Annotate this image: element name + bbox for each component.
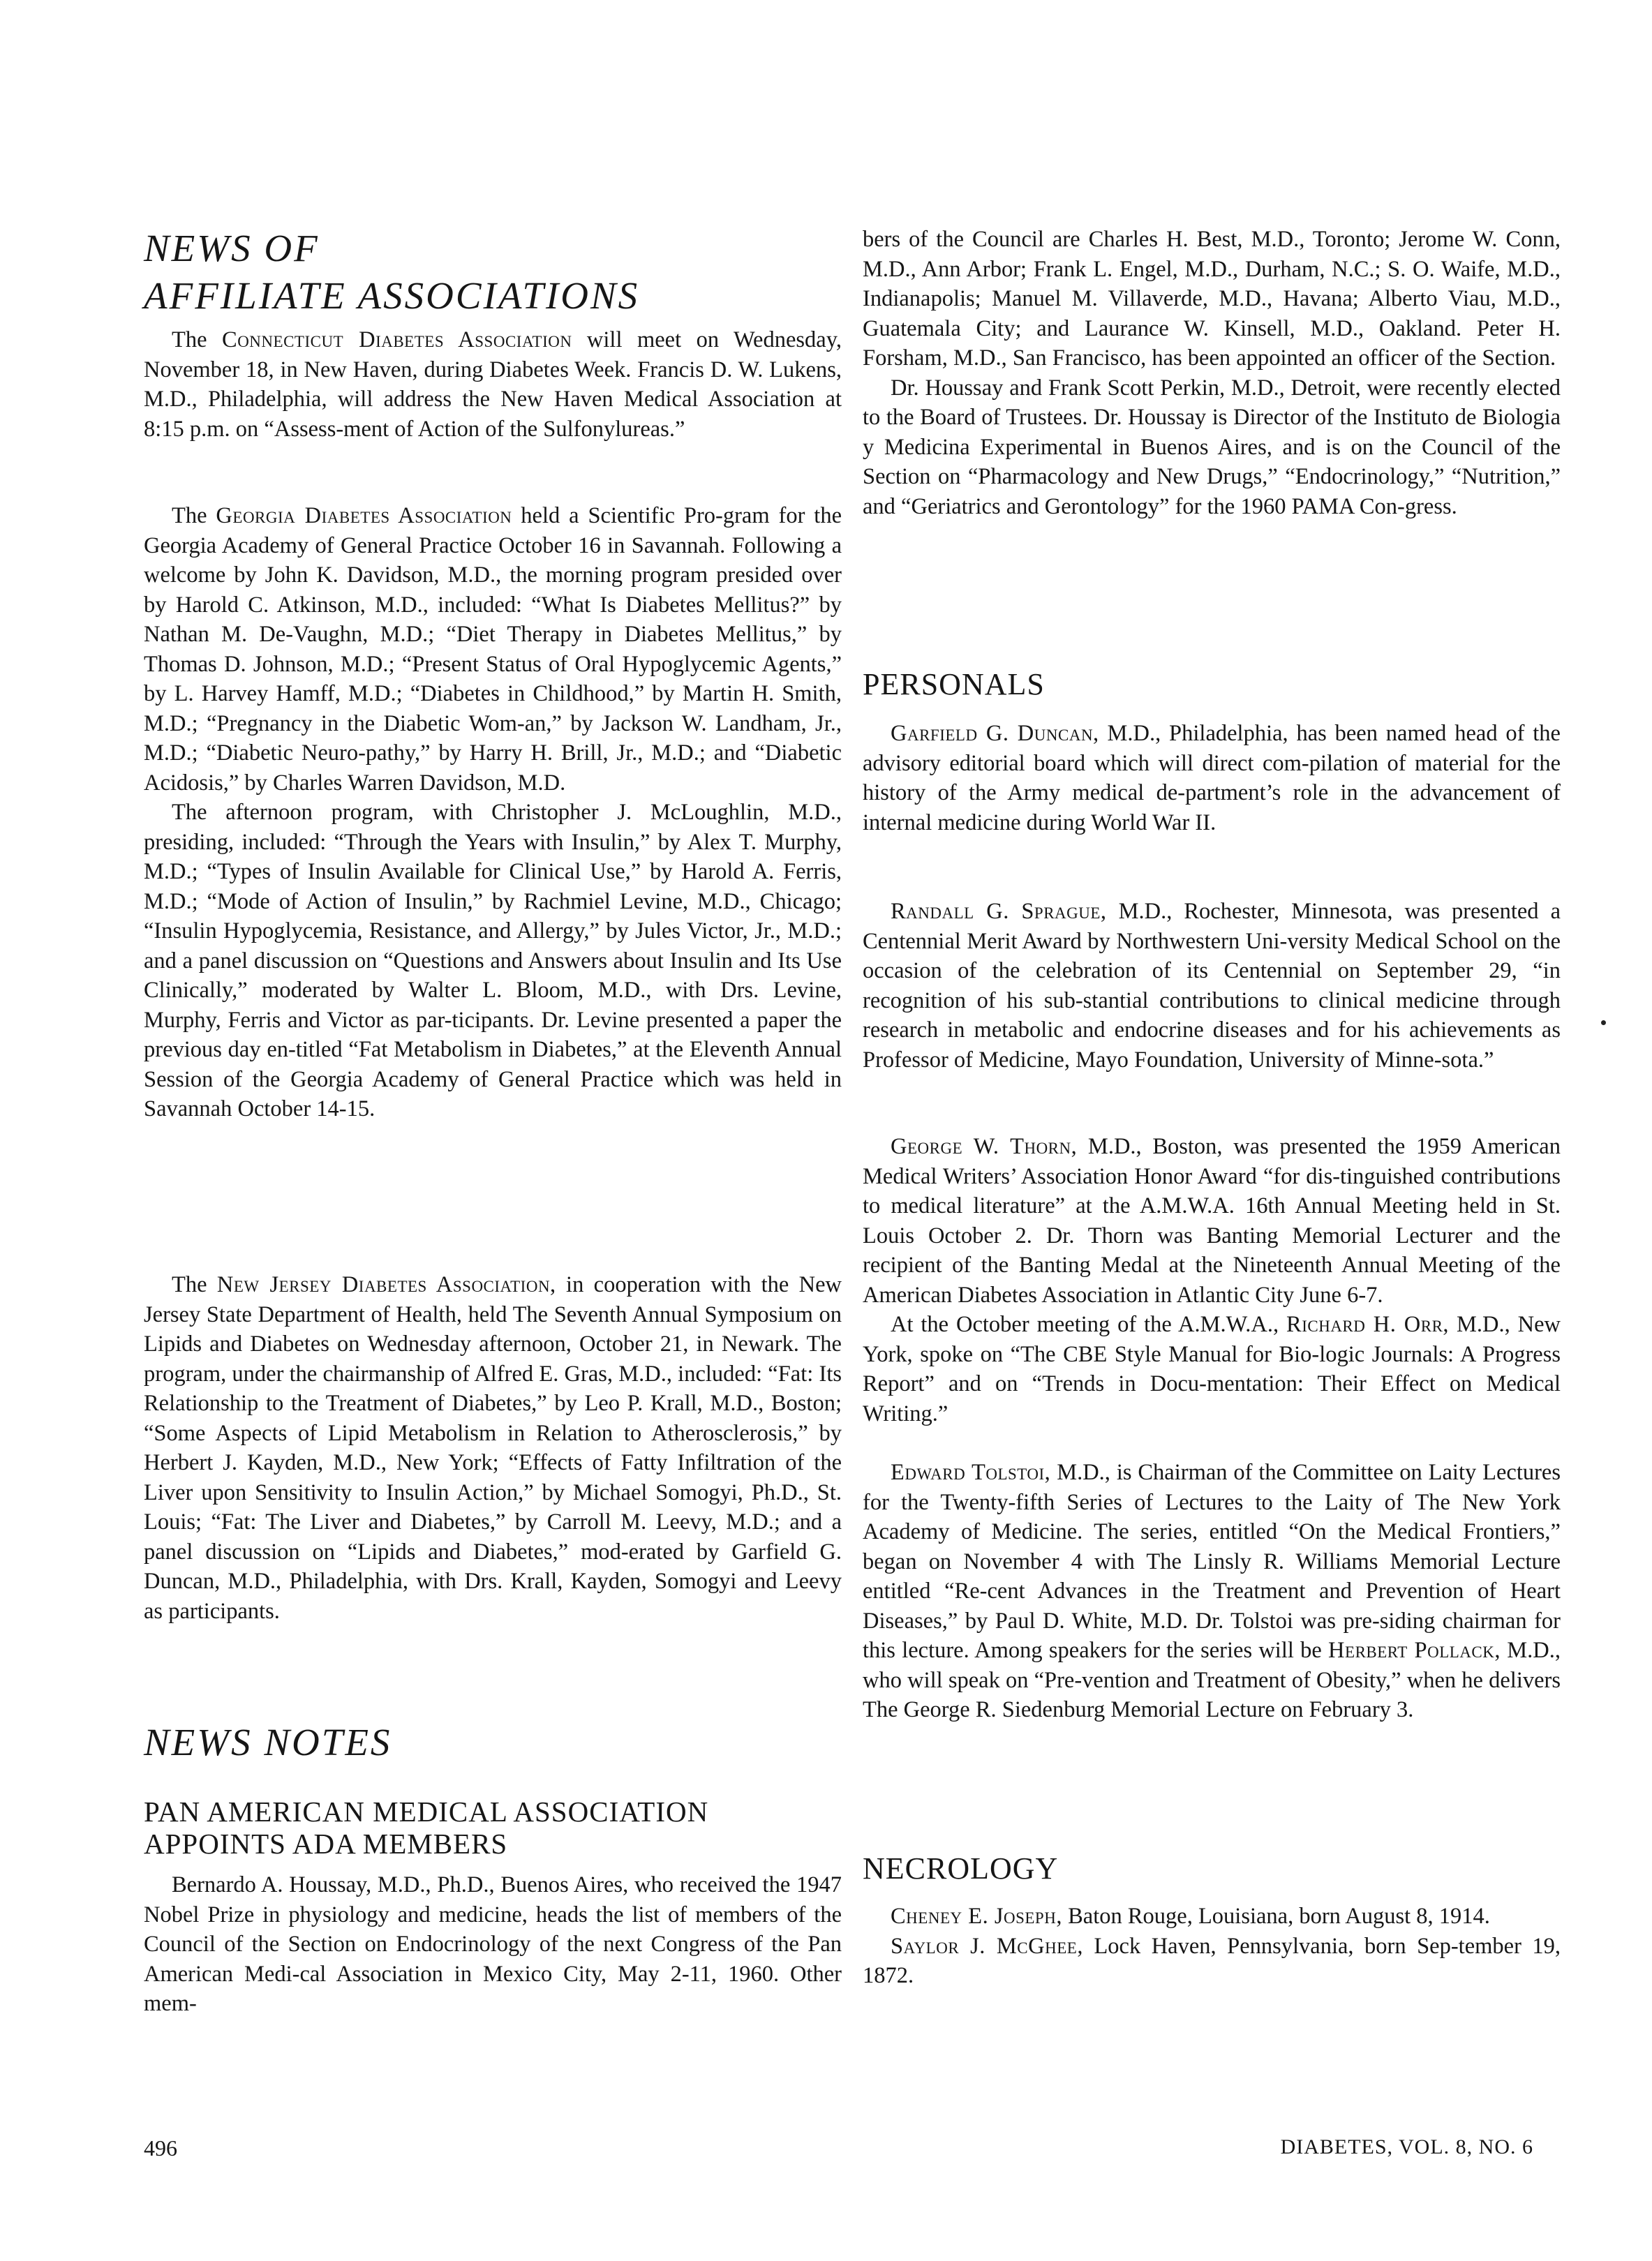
- running-footer-journal: DIABETES, VOL. 8, NO. 6: [1280, 2135, 1533, 2158]
- thorn-paragraph: [863, 1132, 1561, 1310]
- sprague-text: M.D., Rochester, Minnesota, was presented a Centennial Merit Award by Northwestern Uni-versity Medical School on the occasion of the celebration of its Centennial on September 29, “in recognition of his sub-stantial contributions to clinical medicine through research in metabolic and endocrine diseases and for his achievements as Professor of Medicine, Mayo Foundation, University of Minne-sota.”: [863, 899, 1561, 1073]
- duncan-text: M.D., Philadelphia, has been named head of the advisory editorial board which will direct com-pilation of material for the history of the Army medical de-partment’s role in the advancement of internal medicine during World War II.: [863, 721, 1561, 835]
- orr-lead: At the October meeting of the A.M.W.A.,: [891, 1312, 1287, 1337]
- sprague-paragraph: [863, 897, 1561, 1075]
- sprague-item: [863, 897, 1561, 1075]
- personals-title: PERSONALS: [863, 667, 1045, 701]
- orr-paragraph: [863, 1310, 1561, 1428]
- necrology-text: Baton Rouge, Louisiana, born August 8, 1914.: [1062, 1904, 1490, 1929]
- pama-item: [144, 1870, 842, 2019]
- person-name: Herbert Pollack,: [1328, 1638, 1501, 1663]
- page-number: 496: [144, 2135, 177, 2161]
- new-jersey-lead: The: [172, 1272, 217, 1297]
- new-jersey-paragraph: [144, 1270, 842, 1626]
- houssay-paragraph: Dr. Houssay and Frank Scott Perkin, M.D., Detroit, were recently elected to the Board of Trustees. Dr. Houssay is Director of the Instituto de Biologia y Medicina Experimental in Buenos Aires, and is on the Council of the Section on “Pharmacology and New Drugs,” “Endocrinology,” “Nutrition,” and “Geriatrics and Gerontology” for the 1960 PAMA Con-gress.: [863, 375, 1561, 519]
- pama-continuation: [863, 225, 1561, 521]
- org-name: New Jersey Diabetes Association,: [216, 1272, 556, 1297]
- necrology-entry: [863, 1932, 1561, 1991]
- stray-ink-dot: [1601, 1020, 1606, 1025]
- connecticut-text: will meet on Wednesday, November 18, in New Haven, during Diabetes Week. Francis D. W. Lukens, M.D., Philadelphia, will address the New Haven Medical Association at 8:15 p.m. on “Assess-ment of Action of the Sulfonylureas.”: [144, 327, 842, 442]
- georgia-afternoon-paragraph: The afternoon program, with Christopher J. McLoughlin, M.D., presiding, included: “Through the Years with Insulin,” by Alex T. Murphy, M.D.; “Types of Insulin Available for Clinical Use,” by Harold A. Ferris, M.D.; “Mode of Action of Insulin,” by Rachmiel Levine, M.D., Chicago; “Insulin Hypoglycemia, Resistance, and Allergy,” by Jules Victor, Jr., M.D.; and a panel discussion on “Questions and Answers about Insulin and Its Use Clinically,” moderated by Walter L. Bloom, M.D., with Drs. Levine, Murphy, Ferris and Victor as par-ticipants. Dr. Levine presented a paper the previous day en-titled “Fat Metabolism in Diabetes,” at the Eleventh Annual Session of the Georgia Academy of General Practice which was held in Savannah October 14-15.: [144, 800, 842, 1121]
- org-name: Connecticut Diabetes Association: [222, 327, 572, 352]
- duncan-item: [863, 719, 1561, 837]
- orr-text: M.D., New York, spoke on “The CBE Style Manual for Bio-logic Journals: A Progress Report” and on “Trends in Docu-mentation: Their Effect on Medical Writing.”: [863, 1312, 1561, 1426]
- necrology-text: Lock Haven, Pennsylvania, born Sep-tember 19, 1872.: [863, 1933, 1561, 1988]
- necrology-list: [863, 1902, 1561, 1991]
- org-name: Georgia Diabetes Association: [216, 503, 512, 528]
- affiliates-heading: [144, 225, 842, 320]
- personals-heading: [863, 666, 1561, 702]
- tolstoi-paragraph: [863, 1458, 1561, 1725]
- tolstoi-text-end: M.D., who will speak on “Pre-vention and Treatment of Obesity,” when he delivers The George R. Siedenburg Memorial Lecture on February 3.: [863, 1638, 1561, 1722]
- tolstoi-text: M.D., is Chairman of the Committee on Laity Lectures for the Twenty-fifth Series of Lectures to the Laity of The New York Academy of Medicine. The series, entitled “On the Medical Frontiers,” began on November 4 with The Linsly R. Williams Memorial Lecture entitled “Re-cent Advances in the Treatment and Prevention of Heart Diseases,” by Paul D. White, M.D. Dr. Tolstoi was pre-siding chairman for this lecture. Among speakers for the series will be: [863, 1460, 1561, 1663]
- necrology-title: NECROLOGY: [863, 1851, 1059, 1886]
- necrology-entry: [863, 1902, 1561, 1932]
- person-name: Garfield G. Duncan,: [891, 721, 1099, 746]
- pama-continued-paragraph: bers of the Council are Charles H. Best, M.D., Toronto; Jerome W. Conn, M.D., Ann Arbor; Frank L. Engel, M.D., Durham, N.C.; S. O. Waife, M.D., Indianapolis; Manuel M. Villaverde, M.D., Havana; Alberto Viau, M.D., Guatemala City; and Laurance W. Kinsell, M.D., Oakland. Peter H. Forsham, M.D., San Francisco, has been appointed an officer of the Section.: [863, 227, 1561, 371]
- duncan-paragraph: [863, 719, 1561, 837]
- pama-title-line2: APPOINTS ADA MEMBERS: [144, 1828, 508, 1860]
- news-notes-heading: [144, 1719, 842, 1766]
- person-name: Saylor J. McGhee,: [891, 1933, 1083, 1959]
- new-jersey-text: in cooperation with the New Jersey State Department of Health, held The Seventh Annual Symposium on Lipids and Diabetes on Wednesday afternoon, October 21, in Newark. The program, under the chairmanship of Alfred E. Gras, M.D., included: “Fat: Its Relationship to the Treatment of Diabetes,” by Leo P. Krall, M.D., Boston; “Some Aspects of Lipid Metabolism in Relation to Atherosclerosis,” by Herbert J. Kayden, M.D., New York; “Effects of Fatty Infiltration of the Liver upon Sensitivity to Insulin Action,” by Michael Somogyi, Ph.D., St. Louis; “Fat: The Liver and Diabetes,” by Carroll M. Leevy, M.D.; and a panel discussion on “Lipids and Diabetes,” mod-erated by Garfield G. Duncan, M.D., Philadelphia, with Drs. Krall, Kayden, Somogyi and Leevy as participants.: [144, 1272, 842, 1624]
- necrology-heading: [863, 1851, 1561, 1886]
- person-name: Randall G. Sprague,: [891, 899, 1107, 924]
- person-name: George W. Thorn,: [891, 1134, 1078, 1159]
- affiliates-title-line1: NEWS OF: [144, 227, 320, 269]
- affiliates-title-line2: AFFILIATE ASSOCIATIONS: [144, 274, 640, 317]
- pama-paragraph: Bernardo A. Houssay, M.D., Ph.D., Buenos Aires, who received the 1947 Nobel Prize in physiology and medicine, heads the list of members of the Council of the Section on Endocrinology of the next Congress of the Pan American Medi-cal Association in Mexico City, May 2-11, 1960. Other mem-: [144, 1872, 842, 2016]
- georgia-text: held a Scientific Pro-gram for the Georgia Academy of General Practice October 16 in Savannah. Following a welcome by John K. Davidson, M.D., the morning program presided over by Harold C. Atkinson, M.D., included: “What Is Diabetes Mellitus?” by Nathan M. De-Vaughn, M.D.; “Diet Therapy in Diabetes Mellitus,” by Thomas D. Johnson, M.D.; “Present Status of Oral Hypoglycemic Agents,” by L. Harvey Hamff, M.D.; “Diabetes in Childhood,” by Martin H. Smith, M.D.; “Pregnancy in the Diabetic Wom-an,” by Jackson W. Landham, Jr., M.D.; “Diabetic Neuro-pathy,” by Harry H. Brill, Jr., M.D.; and “Diabetic Acidosis,” by Charles Warren Davidson, M.D.: [144, 503, 842, 796]
- thorn-text: M.D., Boston, was presented the 1959 American Medical Writers’ Association Honor Award “for dis-tinguished contributions to medical literature” at the A.M.W.A. 16th Annual Meeting held in St. Louis October 2. Dr. Thorn was Banting Memorial Lecturer and the recipient of the Banting Medal at the Nineteenth Annual Meeting of the American Diabetes Association in Atlantic City June 6-7.: [863, 1134, 1561, 1308]
- georgia-item: [144, 501, 842, 1124]
- tolstoi-item: [863, 1458, 1561, 1725]
- person-name: Cheney E. Joseph,: [891, 1904, 1062, 1929]
- pama-title-line1: PAN AMERICAN MEDICAL ASSOCIATION: [144, 1796, 709, 1828]
- georgia-lead: The: [172, 503, 216, 528]
- news-notes-title: NEWS NOTES: [144, 1721, 392, 1763]
- person-name: Richard H. Orr,: [1286, 1312, 1450, 1337]
- thorn-item: [863, 1132, 1561, 1428]
- georgia-paragraph: [144, 501, 842, 798]
- connecticut-item: [144, 325, 842, 444]
- connecticut-paragraph: The Connecticut Diabetes Association will meet on Wednesday, November 18, in New Haven, during Diabetes Week. Francis D. W. Lukens, M.D., Philadelphia, will address the New Haven Medical Association at 8:15 p.m. on “Assess-ment of Action of the Sulfonylureas.”: [144, 327, 842, 442]
- person-name: Edward Tolstoi,: [891, 1460, 1051, 1485]
- new-jersey-item: [144, 1270, 842, 1626]
- pama-heading: [144, 1796, 842, 1860]
